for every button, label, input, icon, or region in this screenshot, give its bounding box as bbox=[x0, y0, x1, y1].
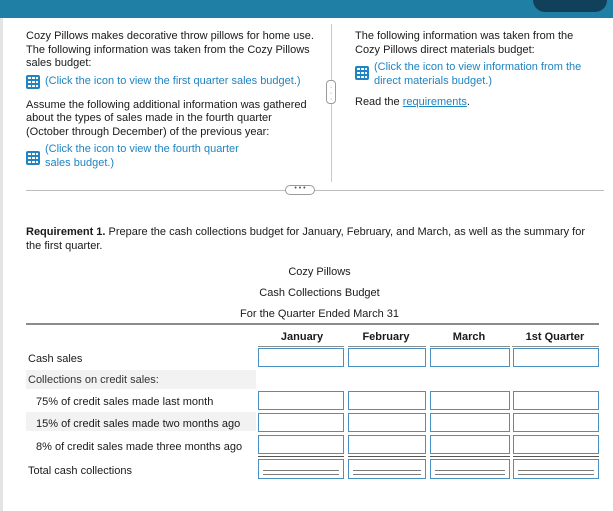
requirement-label: Requirement 1. bbox=[26, 226, 106, 238]
table-icon[interactable] bbox=[26, 75, 40, 89]
two-months-january-input[interactable] bbox=[258, 413, 344, 432]
col-rule bbox=[512, 346, 599, 347]
last-month-march-input[interactable] bbox=[430, 391, 510, 410]
three-months-february-input[interactable] bbox=[348, 435, 426, 454]
row-label-last-month: 75% of credit sales made last month bbox=[36, 396, 214, 408]
row-label-three-months: 8% of credit sales made three months ago bbox=[36, 441, 243, 453]
read-suffix: . bbox=[466, 96, 470, 108]
row-label-two-months: 15% of credit sales made two months ago bbox=[36, 418, 241, 430]
table-header-rule bbox=[26, 323, 599, 325]
three-months-quarter-input[interactable] bbox=[513, 435, 599, 454]
total-march-input[interactable] bbox=[430, 459, 510, 479]
cash-sales-february-input[interactable] bbox=[348, 348, 426, 367]
fourth-quarter-link[interactable] bbox=[26, 143, 316, 170]
budget-period: For the Quarter Ended March 31 bbox=[240, 308, 399, 320]
requirement-text bbox=[26, 226, 601, 253]
horizontal-resize-handle[interactable]: • • • bbox=[285, 185, 315, 195]
budget-name: Cash Collections Budget bbox=[259, 287, 380, 299]
subtotal-rule bbox=[348, 456, 426, 457]
two-months-quarter-input[interactable] bbox=[513, 413, 599, 432]
table-icon[interactable] bbox=[26, 151, 40, 165]
col-rule bbox=[348, 346, 426, 347]
subtotal-rule bbox=[513, 456, 599, 457]
three-months-march-input[interactable] bbox=[430, 435, 510, 454]
two-months-march-input[interactable] bbox=[430, 413, 510, 432]
col-header-march: March bbox=[452, 331, 486, 343]
col-header-1st-quarter: 1st Quarter bbox=[525, 331, 585, 343]
assume-text: Assume the following additional information was gathered about the types of sales made in the fourth quarter (October through December) of the previous year: bbox=[26, 98, 307, 138]
col-header-january: January bbox=[280, 331, 324, 343]
left-info-panel bbox=[26, 30, 316, 176]
sales-budget-link-text[interactable]: (Click the icon to view the first quarter sales budget.) bbox=[45, 74, 301, 87]
left-border bbox=[0, 18, 3, 511]
section-divider bbox=[26, 190, 604, 191]
last-month-january-input[interactable] bbox=[258, 391, 344, 410]
requirements-link[interactable]: requirements bbox=[402, 96, 467, 108]
subtotal-rule bbox=[258, 456, 344, 457]
read-requirements bbox=[355, 96, 600, 110]
col-rule bbox=[430, 346, 510, 347]
cash-sales-quarter-input[interactable] bbox=[513, 348, 599, 367]
dm-budget-link[interactable] bbox=[355, 61, 600, 88]
table-icon[interactable] bbox=[355, 66, 369, 80]
budget-company: Cozy Pillows bbox=[288, 266, 351, 278]
last-month-quarter-input[interactable] bbox=[513, 391, 599, 410]
last-month-february-input[interactable] bbox=[348, 391, 426, 410]
row-label-total: Total cash collections bbox=[28, 465, 132, 477]
dm-budget-link-text[interactable]: (Click the icon to view information from the direct materials budget.) bbox=[374, 61, 582, 87]
left-intro-text: Cozy Pillows makes decorative throw pillows for home use. The following information was taken from the Cozy Pillows sales budget: bbox=[26, 30, 314, 69]
vertical-resize-handle[interactable]: · · · bbox=[326, 80, 336, 104]
three-months-january-input[interactable] bbox=[258, 435, 344, 454]
subtotal-rule bbox=[430, 456, 510, 457]
total-february-input[interactable] bbox=[348, 459, 426, 479]
row-label-collections-header: Collections on credit sales: bbox=[28, 374, 159, 386]
total-january-input[interactable] bbox=[258, 459, 344, 479]
sales-budget-link[interactable] bbox=[26, 75, 316, 89]
read-prefix: Read the bbox=[355, 96, 403, 108]
top-bar-button[interactable] bbox=[533, 0, 607, 12]
col-rule bbox=[258, 346, 344, 347]
fourth-quarter-link-text[interactable]: (Click the icon to view the fourth quarter sales budget.) bbox=[45, 143, 239, 169]
col-header-february: February bbox=[362, 331, 410, 343]
two-months-february-input[interactable] bbox=[348, 413, 426, 432]
requirement-body: Prepare the cash collections budget for January, February, and March, as well as the summary for the first quarter. bbox=[26, 226, 586, 252]
top-bar bbox=[0, 0, 613, 18]
right-info-panel bbox=[355, 30, 600, 114]
row-label-cash-sales: Cash sales bbox=[28, 353, 83, 365]
cash-sales-march-input[interactable] bbox=[430, 348, 510, 367]
right-intro-text: The following information was taken from the Cozy Pillows direct materials budget: bbox=[355, 30, 574, 56]
total-quarter-input[interactable] bbox=[513, 459, 599, 479]
cash-sales-january-input[interactable] bbox=[258, 348, 344, 367]
